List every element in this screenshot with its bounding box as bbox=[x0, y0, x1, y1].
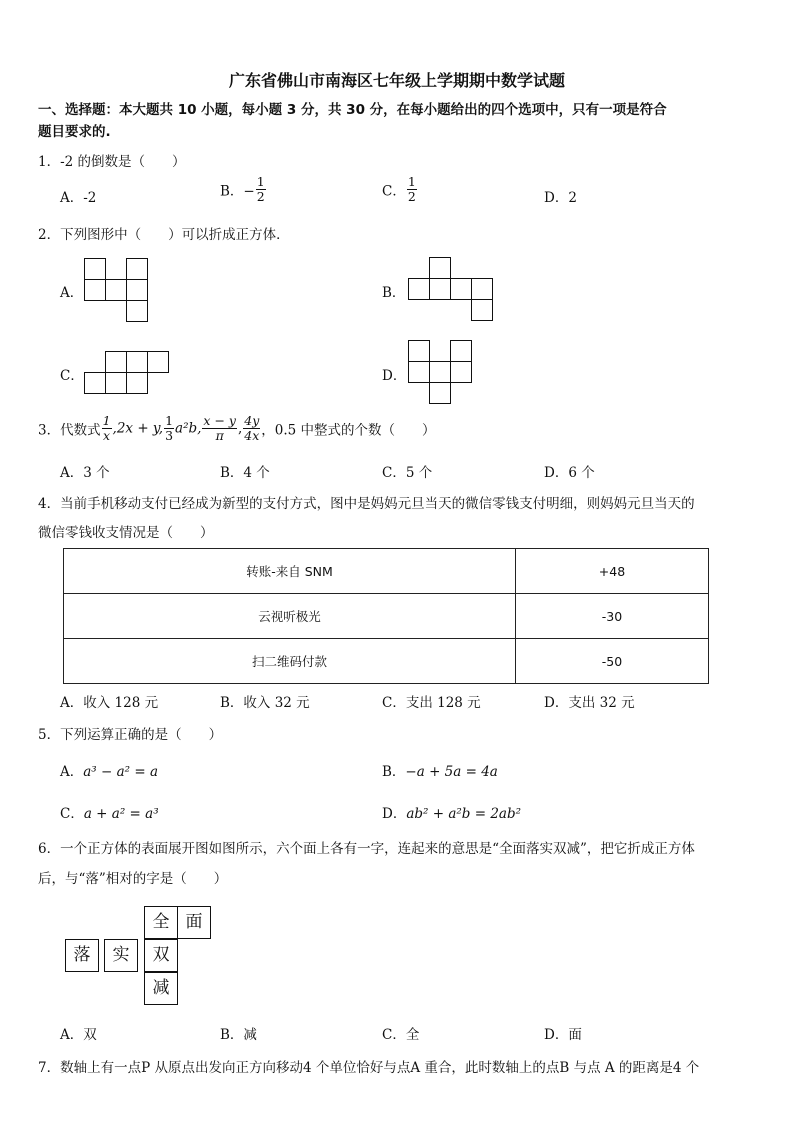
question-2-option-a[interactable]: A． bbox=[60, 285, 84, 301]
question-6-stem-line1: 6．一个正方体的表面展开图如图所示，六个面上各有一字，连起来的意思是“全面落实双减”，把它折成正方体 bbox=[38, 841, 695, 857]
payment-amount: +48 bbox=[516, 549, 709, 594]
question-4-option-a[interactable]: A．收入 128 元 bbox=[60, 695, 159, 711]
question-3-option-d[interactable]: D．6 个 bbox=[544, 465, 595, 481]
table-row bbox=[64, 594, 709, 639]
question-5-option-c[interactable]: C．a + a² = a³ bbox=[60, 806, 159, 822]
fraction-1-over-x: $\frac{1}{x}$ bbox=[102, 413, 111, 443]
payment-detail-table bbox=[63, 548, 709, 684]
section-heading-line1: 一、选择题：本大题共 10 小题，每小题 3 分，共 30 分，在每小题给出的四个选项中，只有一项是符合 bbox=[38, 102, 667, 118]
question-2-option-b[interactable]: B． bbox=[382, 285, 406, 301]
section-heading-line2: 题目要求的. bbox=[38, 124, 111, 140]
face-shuang: 双 bbox=[144, 939, 178, 972]
page-title: 广东省佛山市南海区七年级上学期期中数学试题 bbox=[228, 71, 565, 90]
question-4-stem-line1: 4．当前手机移动支付已经成为新型的支付方式，图中是妈妈元旦当天的微信零钱支付明细，则妈妈元旦当天的 bbox=[38, 496, 695, 512]
payment-amount: -50 bbox=[516, 639, 709, 684]
question-3-option-c[interactable]: C．5 个 bbox=[382, 465, 433, 481]
question-4-option-b[interactable]: B．收入 32 元 bbox=[220, 695, 310, 711]
question-1-option-c[interactable] bbox=[382, 175, 418, 204]
face-mian: 面 bbox=[177, 906, 211, 939]
question-1-stem: 1．-2 的倒数是（ ） bbox=[38, 154, 186, 170]
expression: a + a² = a³ bbox=[83, 806, 159, 822]
fraction-x-minus-y-over-pi: $\frac{x - y}{\pi}$ bbox=[203, 413, 236, 443]
expression: ab² + a²b = 2ab² bbox=[406, 806, 522, 822]
option-b-prefix: B．− bbox=[220, 183, 255, 200]
fraction-one-half: $\frac{1}{2}$ bbox=[407, 174, 416, 204]
face-quan: 全 bbox=[144, 906, 178, 939]
fraction-one-half: $\frac{1}{2}$ bbox=[256, 174, 265, 204]
face-shi: 实 bbox=[104, 939, 138, 972]
expression: a³ − a² = a bbox=[83, 764, 159, 780]
face-luo: 落 bbox=[65, 939, 99, 972]
fraction-1-over-3: $\frac{1}{3}$ bbox=[165, 413, 174, 443]
payment-item: 云视听极光 bbox=[64, 594, 516, 639]
question-5-option-d[interactable]: D．ab² + a²b = 2ab² bbox=[382, 806, 522, 822]
question-3-option-b[interactable]: B．4 个 bbox=[220, 465, 270, 481]
payment-item: 扫二维码付款 bbox=[64, 639, 516, 684]
question-6-option-b[interactable]: B．减 bbox=[220, 1027, 257, 1043]
question-2-option-c[interactable]: C． bbox=[60, 368, 84, 384]
table-row bbox=[64, 549, 709, 594]
question-6-option-c[interactable]: C．全 bbox=[382, 1027, 420, 1043]
question-5-stem: 5．下列运算正确的是（ ） bbox=[38, 727, 223, 743]
question-7-stem-line1: 7．数轴上有一点P 从原点出发向正方向移动4 个单位恰好与点A 重合，此时数轴上的点B 与点 A 的距离是4 个 bbox=[38, 1060, 700, 1076]
question-5-option-b[interactable]: B．−a + 5a = 4a bbox=[382, 764, 498, 780]
question-6-option-d[interactable]: D．面 bbox=[544, 1027, 582, 1043]
question-5-option-a[interactable]: A．a³ − a² = a bbox=[60, 764, 159, 780]
option-c-prefix: C． bbox=[382, 183, 406, 200]
question-4-option-d[interactable]: D．支出 32 元 bbox=[544, 695, 635, 711]
expression: −a + 5a = 4a bbox=[405, 764, 498, 780]
question-6-stem-line2: 后，与“落”相对的字是（ ） bbox=[38, 871, 228, 887]
question-3-option-a[interactable]: A．3 个 bbox=[60, 465, 110, 481]
question-2-stem: 2．下列图形中（ ）可以折成正方体． bbox=[38, 227, 290, 243]
payment-amount: -30 bbox=[516, 594, 709, 639]
payment-item: 转账-来自 SNM bbox=[64, 549, 516, 594]
table-row bbox=[64, 639, 709, 684]
question-4-option-c[interactable]: C．支出 128 元 bbox=[382, 695, 481, 711]
question-1-option-b[interactable] bbox=[220, 175, 267, 204]
question-4-stem-line2: 微信零钱收支情况是（ ） bbox=[38, 525, 214, 541]
fraction-4y-over-4x: $\frac{4y}{4x}$ bbox=[244, 413, 260, 443]
question-3-stem: 3．代数式 $\frac{1}{x}$ ,2x + y, $\frac{1}{3}$ a²b, $\frac{x - y}{\pi}$ , $\frac{4y}{4x}$ ，0.5 中整式的个数（ ） bbox=[38, 413, 436, 443]
question-1-option-d[interactable]: D．2 bbox=[544, 190, 577, 206]
question-6-option-a[interactable]: A．双 bbox=[60, 1027, 97, 1043]
face-jian: 减 bbox=[144, 972, 178, 1005]
question-2-option-d[interactable]: D． bbox=[382, 368, 407, 384]
question-1-option-a[interactable]: A．-2 bbox=[60, 190, 97, 206]
